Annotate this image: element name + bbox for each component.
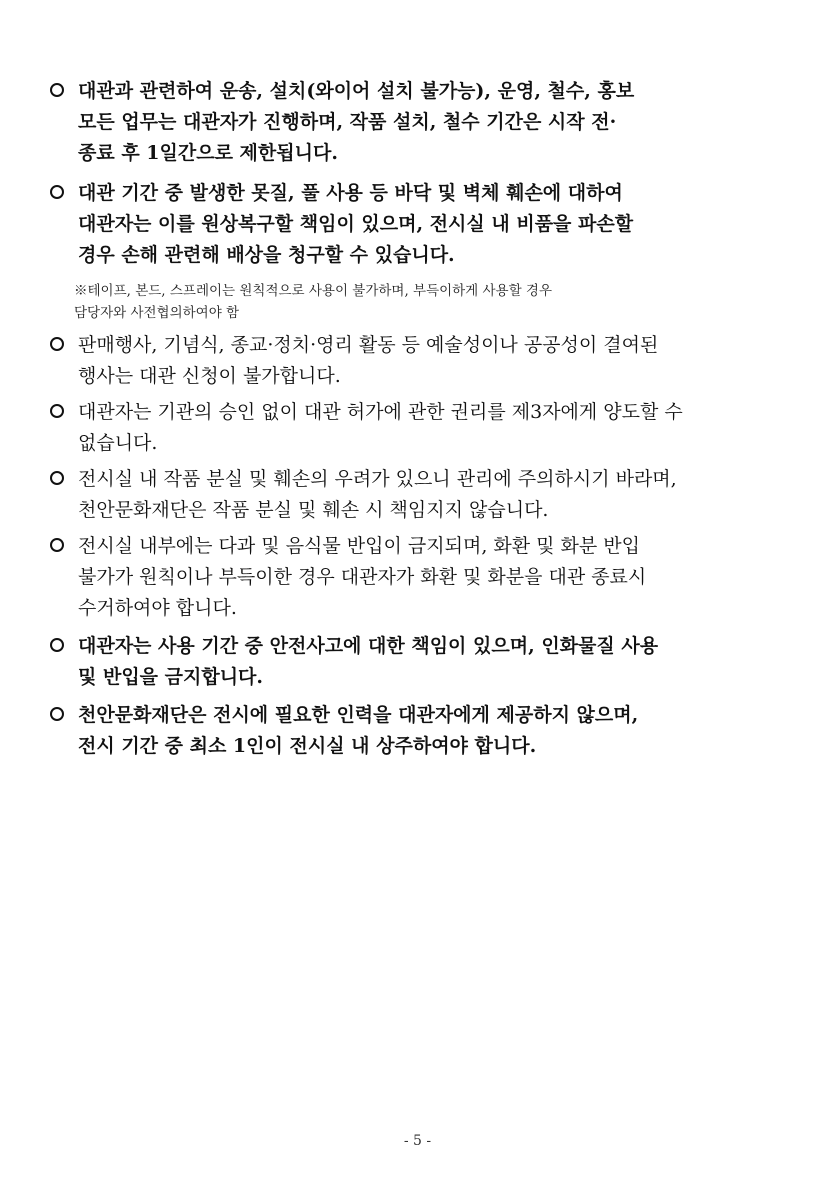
list-item-text: 전시실 내 작품 분실 및 훼손의 우려가 있으니 관리에 주의하시기 바라며, 천안문화재단은 작품 분실 및 훼손 시 책임지지 않습니다. bbox=[78, 468, 677, 521]
circle-bullet-icon bbox=[50, 185, 64, 199]
list-item-text: 대관과 관련하여 운송, 설치(와이어 설치 불가능), 운영, 철수, 홍보 모든 업무는 대관자가 진행하며, 작품 설치, 철수 기간은 시작 전· 종료 후 1일간으로 제한됩니다. bbox=[78, 80, 635, 164]
circle-bullet-icon bbox=[50, 638, 64, 652]
circle-bullet-icon bbox=[50, 538, 64, 552]
list-item-text: 대관 기간 중 발생한 못질, 풀 사용 등 바닥 및 벽체 훼손에 대하여 대관자는 이를 원상복구할 책임이 있으며, 전시실 내 비품을 파손할 경우 손해 관련해 배상을 청구할 수 있습니다. bbox=[78, 182, 634, 266]
circle-bullet-icon bbox=[50, 404, 64, 418]
list-item-food-flowers bbox=[50, 531, 760, 624]
circle-bullet-icon bbox=[50, 337, 64, 351]
circle-bullet-icon bbox=[50, 707, 64, 721]
list-item-safety bbox=[50, 631, 760, 693]
list-item-text: 판매행사, 기념식, 종교·정치·영리 활동 등 예술성이나 공공성이 결여된 행사는 대관 신청이 불가합니다. bbox=[78, 334, 659, 387]
list-item-prohibited-events bbox=[50, 330, 760, 392]
list-item-text: 천안문화재단은 전시에 필요한 인력을 대관자에게 제공하지 않으며, 전시 기간 중 최소 1인이 전시실 내 상주하여야 합니다. bbox=[78, 704, 639, 757]
list-item-text: 대관자는 기관의 승인 없이 대관 허가에 관한 권리를 제3자에게 양도할 수 없습니다. bbox=[78, 401, 683, 454]
list-item-artwork-loss bbox=[50, 464, 760, 526]
list-item-text: 대관자는 사용 기간 중 안전사고에 대한 책임이 있으며, 인화물질 사용 및 반입을 금지합니다. bbox=[78, 635, 659, 688]
list-item-damage-restoration bbox=[50, 178, 760, 271]
list-item-transport-install bbox=[50, 76, 760, 169]
circle-bullet-icon bbox=[50, 471, 64, 485]
circle-bullet-icon bbox=[50, 83, 64, 97]
note-adhesive-usage: ※테이프, 본드, 스프레이는 원칙적으로 사용이 불가하며, 부득이하게 사용할 경우 담당자와 사전협의하여야 함 bbox=[74, 283, 553, 321]
page-number: - 5 - bbox=[403, 1133, 432, 1149]
list-item-text: 전시실 내부에는 다과 및 음식물 반입이 금지되며, 화환 및 화분 반입 불가가 원칙이나 부득이한 경우 대관자가 화환 및 화분을 대관 종료시 수거하여야 합니다. bbox=[78, 535, 647, 619]
list-item-no-transfer bbox=[50, 397, 760, 459]
list-item-staffing bbox=[50, 700, 760, 762]
